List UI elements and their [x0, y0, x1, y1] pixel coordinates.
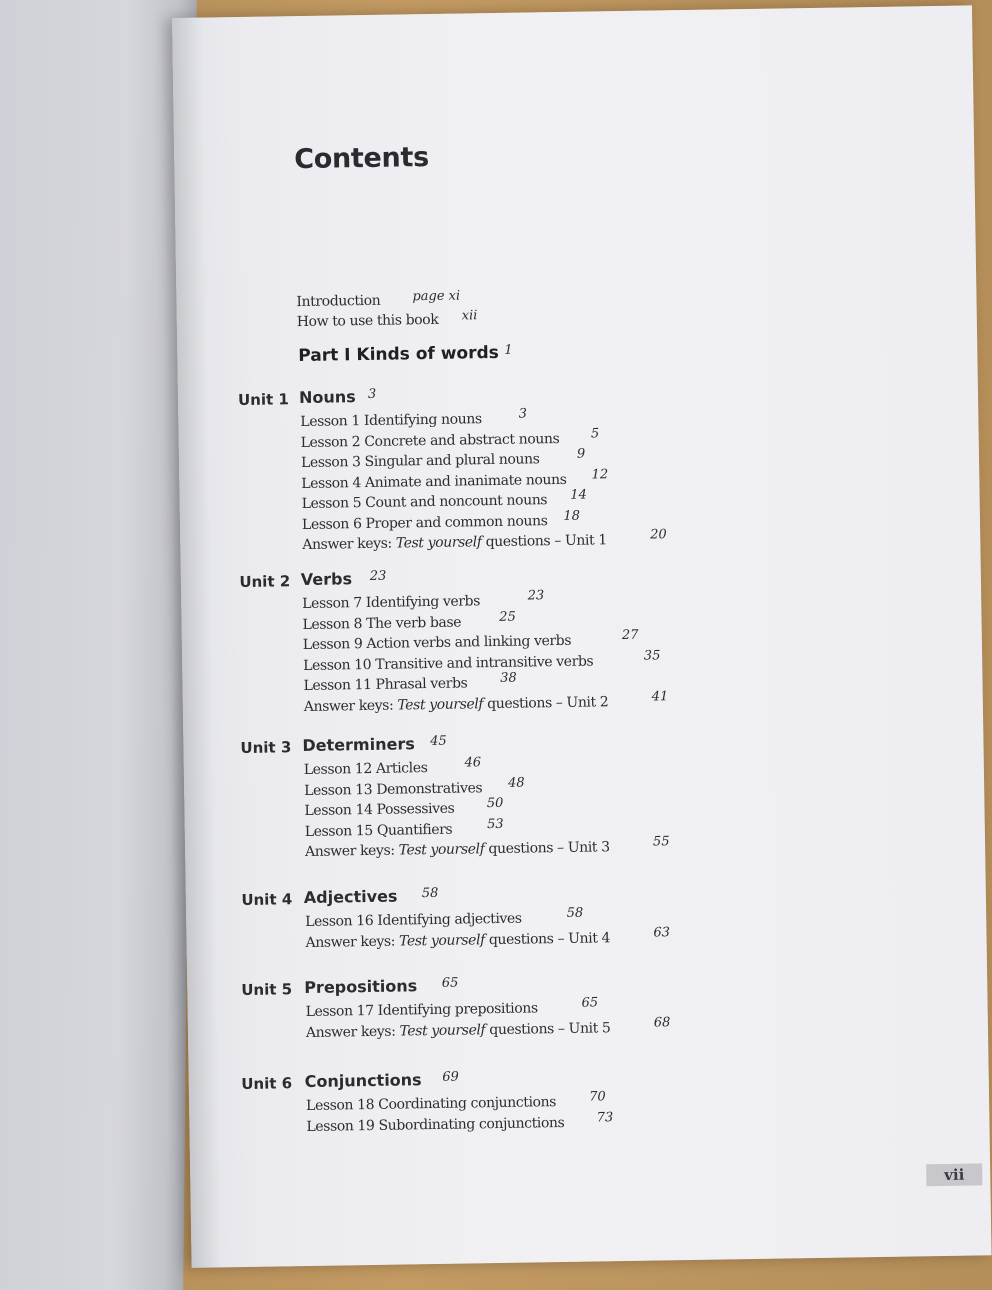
lesson-entry: Lesson 1 Identifying nouns: [300, 411, 482, 431]
unit-label: Unit 1: [237, 390, 289, 410]
unit-title: Verbs: [300, 569, 353, 590]
entry-page-number: 3: [518, 406, 528, 422]
answer-key-entry: Answer keys: Test yourself questions – Unit 3: [304, 839, 610, 861]
entry-page-number: 27: [621, 627, 639, 644]
entry-page-number: 58: [566, 905, 584, 921]
entry-page-number: 23: [527, 588, 545, 604]
page-number-folio: vii: [926, 1163, 982, 1186]
part-title: Part I Kinds of words: [298, 342, 499, 367]
entry-page-number: 70: [589, 1089, 606, 1105]
lesson-entry: Lesson 14 Possessives: [304, 800, 455, 820]
entry-page-number: 48: [507, 775, 525, 791]
unit-label: Unit 4: [241, 890, 293, 910]
entry-page-number: 9: [576, 446, 586, 462]
unit-page: 65: [441, 975, 459, 991]
lesson-entry: Lesson 11 Phrasal verbs: [303, 675, 468, 695]
facing-page: [0, 0, 197, 1290]
entry-page-number: 65: [581, 995, 599, 1011]
unit-title: Nouns: [298, 387, 356, 408]
lesson-entry: Lesson 13 Demonstratives: [304, 779, 483, 799]
entry-page-number: 53: [486, 816, 504, 832]
answer-key-entry: Answer keys: Test yourself questions – Unit 5: [305, 1019, 611, 1041]
contents-heading: Contents: [293, 141, 430, 176]
lesson-entry: Lesson 18 Coordinating conjunctions: [305, 1094, 557, 1115]
entry-page-number: 20: [650, 527, 667, 543]
entry-page-number: 35: [643, 647, 661, 664]
lesson-entry: Lesson 9 Action verbs and linking verbs: [302, 632, 572, 654]
part-page: 1: [504, 342, 513, 358]
entry-page-number: 55: [652, 834, 670, 850]
lesson-entry: Lesson 17 Identifying prepositions: [305, 1000, 538, 1021]
unit-label: Unit 6: [241, 1074, 293, 1094]
entry-page-number: 38: [500, 670, 517, 686]
lesson-entry: Lesson 15 Quantifiers: [304, 821, 453, 840]
unit-page: 58: [421, 885, 439, 902]
answer-key-entry: Answer keys: Test yourself questions – Unit 2: [303, 693, 609, 715]
unit-title: Conjunctions: [304, 1070, 422, 1092]
unit-page: 45: [430, 733, 447, 750]
lesson-entry: Lesson 2 Concrete and abstract nouns: [300, 430, 560, 451]
toc-page-introduction: page xi: [412, 288, 461, 305]
lesson-entry: Lesson 12 Articles: [303, 760, 428, 779]
lesson-entry: Lesson 3 Singular and plural nouns: [300, 451, 540, 472]
lesson-entry: Lesson 4 Animate and inanimate nouns: [301, 471, 567, 492]
unit-title: Prepositions: [304, 976, 418, 998]
lesson-entry: Lesson 5 Count and noncount nouns: [301, 492, 548, 513]
unit-label: Unit 2: [239, 572, 291, 592]
lesson-entry: Lesson 8 The verb base: [302, 614, 462, 633]
unit-title: Adjectives: [303, 886, 398, 908]
entry-page-number: 63: [653, 924, 671, 941]
lesson-entry: Lesson 10 Transitive and intransitive verbs: [303, 652, 594, 674]
lesson-entry: Lesson 16 Identifying adjectives: [305, 910, 522, 931]
entry-page-number: 25: [499, 609, 516, 625]
entry-page-number: 14: [570, 487, 588, 503]
entry-page-number: 46: [464, 755, 482, 771]
toc-page-how-to-use: xii: [461, 308, 478, 324]
answer-key-entry: Answer keys: Test yourself questions – Unit 1: [302, 532, 607, 554]
unit-page: 69: [442, 1069, 459, 1085]
contents-page: [172, 5, 992, 1267]
unit-label: Unit 5: [241, 980, 293, 1000]
unit-page: 3: [367, 386, 377, 402]
unit-page: 23: [369, 568, 387, 584]
lesson-entry: Lesson 7 Identifying verbs: [302, 593, 481, 613]
entry-page-number: 68: [653, 1014, 671, 1031]
entry-page-number: 12: [591, 466, 609, 482]
toc-entry-introduction: Introduction: [296, 292, 381, 311]
entry-page-number: 18: [563, 508, 581, 524]
unit-title: Determiners: [302, 734, 415, 756]
entry-page-number: 73: [596, 1109, 614, 1125]
lesson-entry: Lesson 6 Proper and common nouns: [301, 512, 548, 533]
entry-page-number: 41: [651, 688, 669, 705]
entry-page-number: 50: [486, 795, 504, 812]
unit-label: Unit 3: [240, 738, 292, 758]
entry-page-number: 5: [590, 425, 600, 441]
lesson-entry: Lesson 19 Subordinating conjunctions: [306, 1114, 565, 1135]
answer-key-entry: Answer keys: Test yourself questions – Unit 4: [305, 929, 611, 951]
toc-entry-how-to-use: How to use this book: [296, 311, 439, 331]
